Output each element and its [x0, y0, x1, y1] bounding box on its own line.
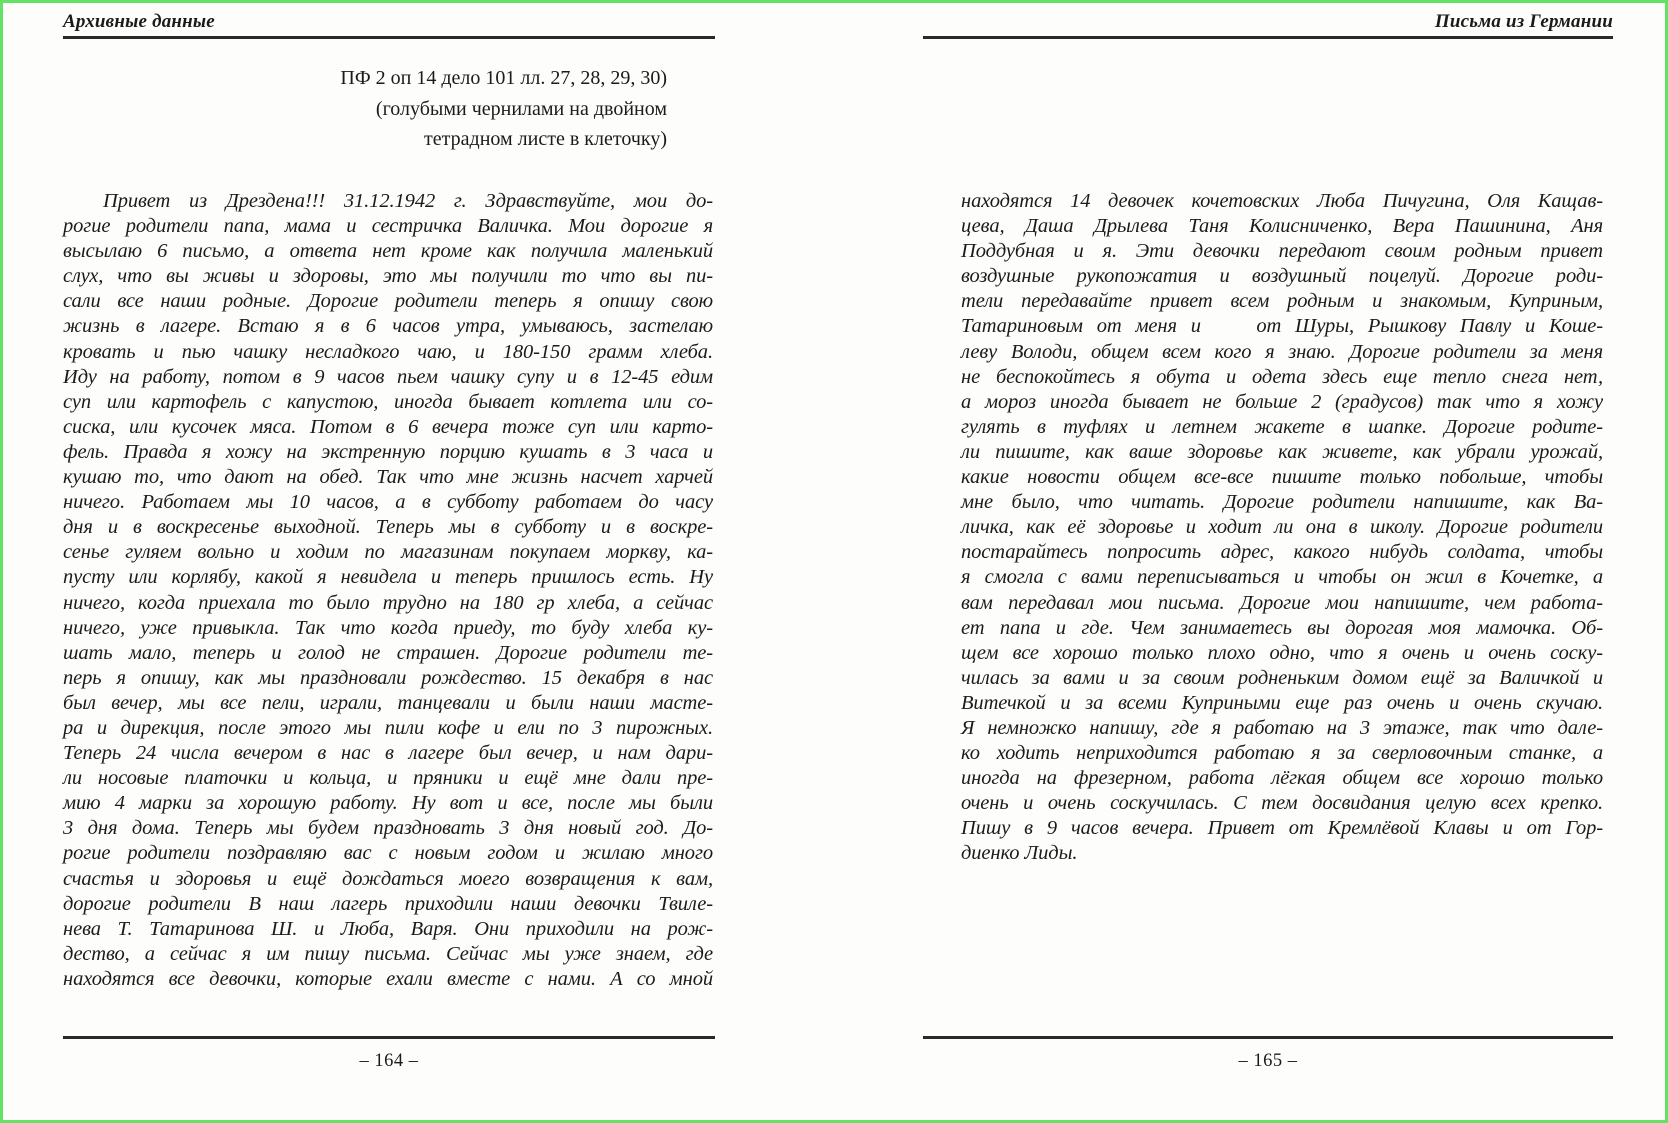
- page-number-right: – 165 –: [1238, 1051, 1298, 1071]
- text-line: дество, а сейчас я им пишу письма. Сейчас мы уже знаем, где: [63, 942, 713, 965]
- text-line: постарайтесь попросить адрес, какого нибудь солдата, чтобы: [961, 541, 1603, 564]
- text-line: личка, как её здоровье и ходит ли она в школу. Дорогие родители: [961, 516, 1603, 539]
- text-line: ничего, когда приехала то было трудно на 180 гр хлеба, а сейчас: [63, 591, 713, 614]
- text-line: очень и очень соскучилась. С тем досвидания целую всех крепко.: [961, 792, 1603, 815]
- text-line: ко ходить неприходится работаю я за сверловочным станке, а: [961, 742, 1603, 765]
- text-line: суп или картофель с капустою, иногда бывает котлета или со-: [63, 390, 713, 413]
- text-line: щем все хорошо только плохо одно, что я очень и очень соску-: [961, 641, 1603, 664]
- text-line: дня и в воскресенье выходной. Теперь мы в субботу и в воскре-: [63, 516, 713, 539]
- text-line: Пишу в 9 часов вечера. Привет от Кремлёвой Клавы и от Гор-: [961, 817, 1603, 840]
- text-line: пусту или корлябу, какой я невидела и теперь пришлось есть. Ну: [63, 566, 713, 589]
- text-line: рогие родители поздравляю вас с новым годом и жилаю много: [63, 842, 713, 865]
- text-line: иногда на фрезерном, работа лёгкая общем все хорошо только: [961, 767, 1603, 790]
- text-line: ет папа и где. Чем занимаетесь вы дорогая моя мамочка. Об-: [961, 616, 1603, 639]
- running-head-left: Архивные данные: [63, 11, 215, 32]
- text-line: я смогла с вами переписываться и чтобы он жил в Кочетке, а: [961, 566, 1603, 589]
- footer-rule-right: [923, 1036, 1613, 1039]
- text-line: рогие родители папа, мама и сестричка Валичка. Мои дорогие я: [63, 215, 713, 238]
- text-line: ли пишите, как ваше здоровье как живете, как убрали урожай,: [961, 440, 1603, 463]
- header-rule-left: [63, 36, 715, 39]
- footer-rule-left: [63, 1036, 715, 1039]
- text-line: не беспокойтесь я обута и одета здесь еще тепло снега нет,: [961, 365, 1603, 388]
- archive-reference: [63, 63, 715, 155]
- text-line: ничего. Работаем мы 10 часов, а в субботу работаем до часу: [63, 491, 713, 514]
- text-line: цева, Даша Дрылева Таня Колисниченко, Вера Пашинина, Аня: [961, 215, 1603, 238]
- text-line: сиска, или кусочек мяса. Потом в 6 вечера тоже суп или карто-: [63, 415, 713, 438]
- text-line: сенье гуляем вольно и ходим по магазинам покупаем моркву, ка-: [63, 541, 713, 564]
- text-line: ПФ 2 оп 14 дело 101 лл. 27, 28, 29, 30): [340, 67, 667, 89]
- text-line: гулять в туфлях и летнем жакете в шапке. Дорогие родите-: [961, 415, 1603, 438]
- running-head-right: Письма из Германии: [1434, 11, 1613, 32]
- text-line: фель. Правда я хожу на экстренную порцию кушать в 3 часа и: [63, 440, 713, 463]
- text-line: тетрадном листе в клеточку): [424, 128, 667, 150]
- header-rule-right: [923, 36, 1613, 39]
- text-line: находятся 14 девочек кочетовских Люба Пичугина, Оля Кащав-: [961, 190, 1603, 212]
- text-line: высылаю 6 письмо, а ответа нет кроме как получила маленький: [63, 240, 713, 263]
- text-line: нева Т. Татаринова Ш. и Люба, Варя. Они приходили на рож-: [63, 917, 713, 940]
- text-line: леву Володи, общем всем кого я знаю. Дорогие родители за меня: [961, 340, 1603, 363]
- text-line: дорогие родители В наш лагерь приходили наши девочки Твиле-: [63, 892, 713, 915]
- text-line: перь я опишу, как мы праздновали рождество. 15 декабря в нас: [63, 666, 713, 689]
- text-line: 3 дня дома. Теперь мы будем праздновать 3 дня новый год. До-: [63, 817, 713, 840]
- page-number-left: – 164 –: [359, 1051, 419, 1071]
- text-line: слух, что вы живы и здоровы, это мы получили то что вы пи-: [63, 265, 713, 288]
- text-line: мне было, что читать. Дорогие родители напишите, как Ва-: [961, 491, 1603, 514]
- text-line: жизнь в лагере. Встаю я в 6 часов утра, умываюсь, застелаю: [63, 315, 713, 338]
- text-line: а мороз иногда бывает не больше 2 (градусов) так что я хожу: [961, 390, 1603, 413]
- text-line: ли носовые платочки и кольца, и пряники и ещё мне дали пре-: [63, 767, 713, 790]
- text-line: тели передавайте привет всем родным и знакомым, Куприным,: [961, 290, 1603, 313]
- text-line: был вечер, мы все пели, играли, танцевали и были наши масте-: [63, 691, 713, 714]
- text-line: кушаю то, что дают на обед. Так что мне жизнь насчет харчей: [63, 466, 713, 489]
- text-line: Поддубная и я. Эти девочки передают своим родным привет: [961, 240, 1603, 263]
- text-line: какие новости общем все-все пишите только побольше, чтобы: [961, 466, 1603, 489]
- page-right: [923, 3, 1613, 1123]
- text-line: кровать и пью чашку несладкого чаю, и 180-150 грамм хлеба.: [63, 340, 713, 363]
- text-line: счастья и здоровья и ещё дождаться моего возвращения к вам,: [63, 867, 713, 890]
- text-line: (голубыми чернилами на двойном: [375, 97, 667, 120]
- text-line: ничего, уже привыкла. Так что когда приеду, то буду хлеба ку-: [63, 616, 713, 639]
- text-line: Привет из Дрездена!!! 31.12.1942 г. Здравствуйте, мои до-: [103, 190, 713, 212]
- text-line: Иду на работу, потом в 9 часов пьем чашку супу и в 12-45 едим: [63, 365, 713, 388]
- letter-text-right: [961, 189, 1603, 867]
- text-line: чилась за вами и за своим родненьким домом ещё за Валичкой и: [961, 666, 1603, 689]
- text-line: Татариновым от меня и от Шуры, Рышкову Павлу и Коше-: [961, 315, 1603, 338]
- text-line: шать мало, теперь и голод не страшен. Дорогие родители те-: [63, 641, 713, 664]
- text-line: Витечкой и за всеми Куприными еще раз очень и очень скучаю.: [961, 691, 1603, 714]
- text-line: находятся все девочки, которые ехали вместе с нами. А со мной: [63, 967, 713, 990]
- text-line: ра и дирекция, после этого мы пили кофе и ели по 3 пирожных.: [63, 716, 713, 739]
- text-line: диенко Лиды.: [961, 842, 1078, 865]
- letter-text-left: [63, 189, 713, 992]
- text-line: сали все наши родные. Дорогие родители теперь я опишу свою: [63, 290, 713, 313]
- text-line: вам передавал мои письма. Дорогие мои напишите, чем работа-: [961, 591, 1603, 614]
- text-line: мию 4 марки за хорошую работу. Ну вот и все, после мы были: [63, 792, 713, 815]
- page-left: [63, 3, 715, 1123]
- text-line: Теперь 24 числа вечером в нас в лагере был вечер, и нам дари-: [63, 742, 713, 765]
- text-line: воздушные рукопожатия и воздушный поцелуй. Дорогие роди-: [961, 265, 1603, 288]
- text-line: Я немножко напишу, где я работаю на 3 этаже, так что дале-: [961, 716, 1603, 739]
